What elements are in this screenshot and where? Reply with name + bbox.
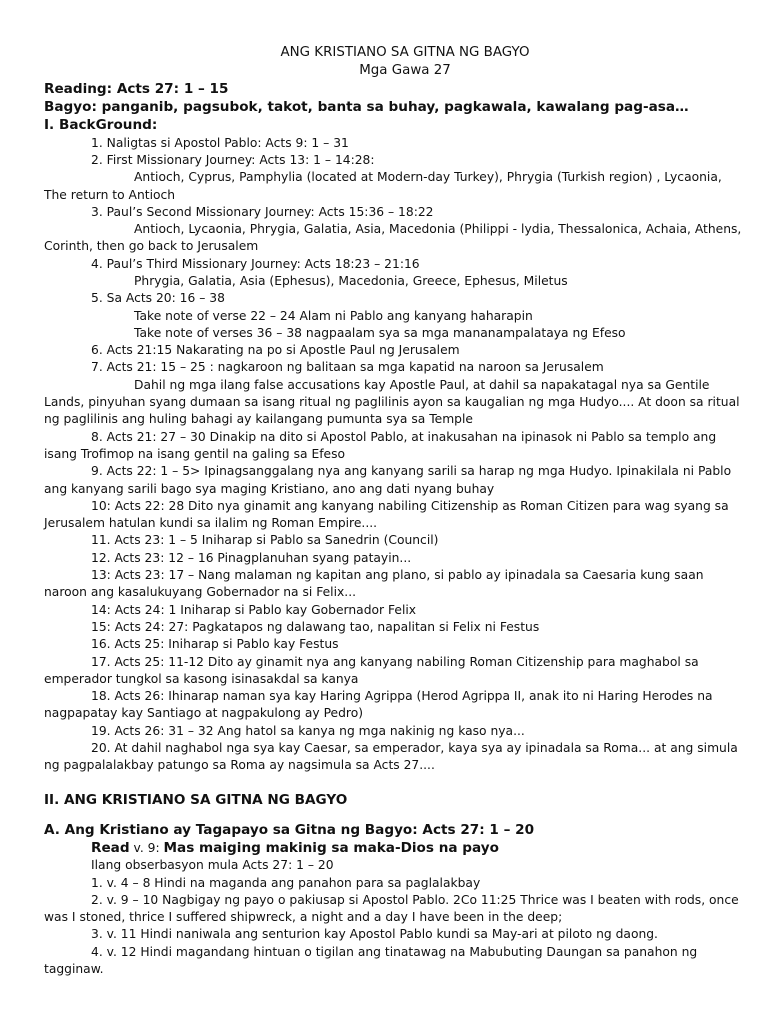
list-item: 4. Paul’s Third Missionary Journey: Acts 18:23 – 21:16 [91,256,420,271]
list-item: 6. Acts 21:15 Nakarating na po si Apostle Paul ng Jerusalem [91,343,460,358]
read-bold-text: Mas maiging makinig sa maka-Dios na payo [163,840,499,856]
read-verse: v. 9: [129,841,164,855]
list-item: 15: Acts 24: 27: Pagkatapos ng dalawang tao, napalitan si Felix ni Festus [91,619,540,634]
observation-item: 4. v. 12 Hindi magandang hintuan o tigilan ang tinatawag na Mabubuting Daungan sa panahon ng tagginaw. [44,944,698,977]
read-label: Read [91,840,130,856]
list-item: 13: Acts 23: 17 – Nang malaman ng kapitan ang plano, si pablo ay ipinadala sa Caesaria kung saan naroon ang kasalukuyang Gobernador na si Felix... [44,568,704,600]
list-item: Take note of verses 36 – 38 nagpaalam sya sa mga mananampalataya ng Efeso [134,325,626,340]
list-item: 1. Naligtas si Apostol Pablo: Acts 9: 1 – 31 [91,135,349,150]
section-background-heading: I. BackGround: [44,117,158,134]
list-item: Antioch, Cyprus, Pamphylia (located at Modern-day Turkey), Phrygia (Turkish region) , Lycaonia, The return to Antioch [44,170,722,202]
bagyo-heading: Bagyo: panganib, pagsubok, takot, banta sa buhay, pagkawala, kawalang pag-asa… [44,99,689,116]
list-item: Dahil ng mga ilang false accusations kay Apostle Paul, at dahil sa napakatagal nya sa Gentile Lands, pinyuhan syang dumaan sa isang ritual ng paglilinis ayon sa kaugalian ng mga Hudyo.... At doon sa ritual ng paglilinis ang huling bahagi ay kailangang pumunta sya sa Temple [44,377,740,427]
list-item: 9. Acts 22: 1 – 5> Ipinagsanggalang nya ang kanyang sarili sa harap ng mga Hudyo. Ipinakilala ni Pablo ang kanyang sarili bago sya maging Kristiano, ano ang dati nyang buhay [44,464,732,496]
list-item: 7. Acts 21: 15 – 25 : nagkaroon ng balitaan sa mga kapatid na naroon sa Jerusalem [91,360,604,375]
section-2-heading: II. ANG KRISTIANO SA GITNA NG BAGYO [44,791,348,808]
list-item: 16. Acts 25: Iniharap si Pablo kay Festus [91,637,339,652]
list-item: Antioch, Lycaonia, Phrygia, Galatia, Asia, Macedonia (Philippi - lydia, Thessalonica, Achaia, Athens, Corinth, then go back to Jerusalem [44,222,742,254]
background-list [44,135,746,775]
document-title: ANG KRISTIANO SA GITNA NG BAGYO [280,45,530,60]
observation-item: 3. v. 11 Hindi naniwala ang senturion kay Apostol Pablo kundi sa May-ari at piloto ng daong. [91,927,658,942]
list-item: 3. Paul’s Second Missionary Journey: Acts 15:36 – 18:22 [91,204,434,219]
document-subtitle: Mga Gawa 27 [359,63,451,78]
list-item: 11. Acts 23: 1 – 5 Iniharap si Pablo sa Sanedrin (Council) [91,533,439,548]
list-item: 12. Acts 23: 12 – 16 Pinagplanuhan syang patayin... [91,550,412,565]
section-a-heading: A. Ang Kristiano ay Tagapayo sa Gitna ng Bagyo: Acts 27: 1 – 20 [44,821,535,838]
read-line [44,839,746,857]
observation-item: Ilang obserbasyon mula Acts 27: 1 – 20 [91,858,334,873]
list-item: 2. First Missionary Journey: Acts 13: 1 – 14:28: [91,152,375,167]
list-item: Take note of verse 22 – 24 Alam ni Pablo ang kanyang haharapin [134,308,533,323]
list-item: 17. Acts 25: 11-12 Dito ay ginamit nya ang kanyang nabiling Roman Citizenship para maghabol sa emperador tungkol sa kasong isinasakdal sa kanya [44,654,699,686]
list-item: 8. Acts 21: 27 – 30 Dinakip na dito si Apostol Pablo, at inakusahan na ipinasok ni Pablo sa templo ang isang Trofimop na isang gentil na galing sa Efeso [44,429,717,461]
observations-list [44,857,746,978]
observation-item: 2. v. 9 – 10 Nagbigay ng payo o pakiusap si Apostol Pablo. 2Co 11:25 Thrice was I beaten with rods, once was I stoned, thrice I suffered shipwreck, a night and a day I have been in the deep; [44,892,739,925]
observation-item: 1. v. 4 – 8 Hindi na maganda ang panahon para sa paglalakbay [91,875,481,890]
reading-heading: Reading: Acts 27: 1 – 15 [44,81,229,97]
list-item: Phrygia, Galatia, Asia (Ephesus), Macedonia, Greece, Ephesus, Miletus [134,273,568,288]
list-item: 10: Acts 22: 28 Dito nya ginamit ang kanyang nabiling Citizenship as Roman Citizen para wag syang sa Jerusalem hatulan kundi sa ilalim ng Roman Empire.... [44,498,729,531]
list-item: 19. Acts 26: 31 – 32 Ang hatol sa kanya ng mga nakinig ng kaso nya... [91,723,525,738]
list-item: 14: Acts 24: 1 Iniharap si Pablo kay Gobernador Felix [91,602,417,617]
list-item: 20. At dahil naghabol nga sya kay Caesar, sa emperador, kaya sya ay ipinadala sa Roma... at ang simula ng pagpalalakbay patungo sa Roma ay nagsimula sa Acts 27.... [44,741,738,773]
list-item: 5. Sa Acts 20: 16 – 38 [91,291,225,306]
list-item: 18. Acts 26: Ihinarap naman sya kay Haring Agrippa (Herod Agrippa II, anak ito ni Haring Herodes na nagpapatay kay Santiago at nagpakulong ay Pedro) [44,689,713,721]
